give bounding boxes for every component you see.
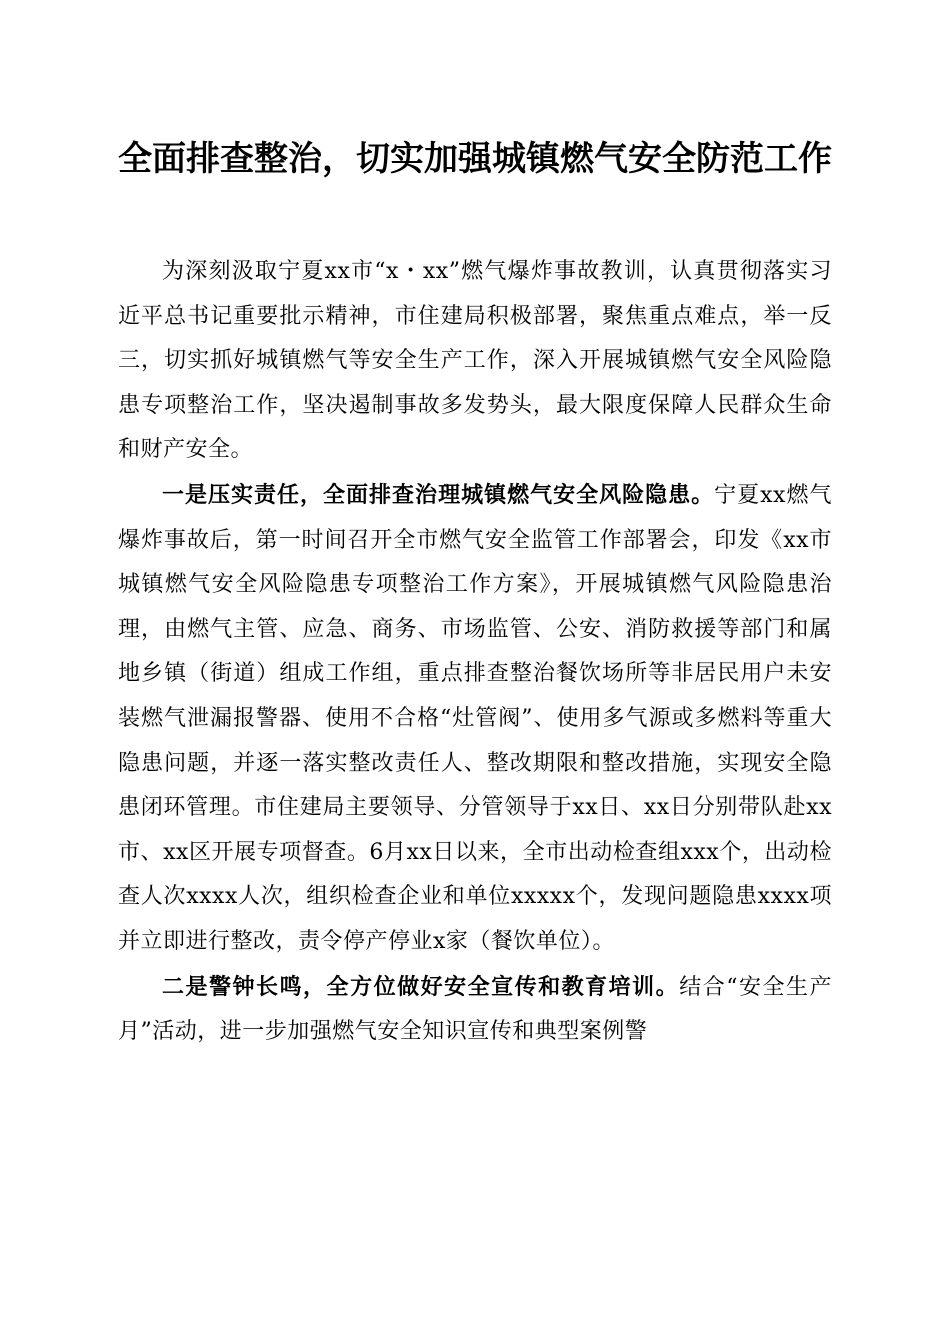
paragraph-intro <box>118 249 832 473</box>
document-title: 全面排查整治，切实加强城镇燃气安全防范工作 <box>118 139 832 179</box>
paragraph-text: 为深刻汲取宁夏xx市“x・xx”燃气爆炸事故教训，认真贯彻落实习近平总书记重要批示精神，市住建局积极部署，聚焦重点难点，举一反三，切实抓好城镇燃气等安全生产工作，深入开展城镇燃气安全风险隐患专项整治工作，坚决遏制事故多发势头，最大限度保障人民群众生命和财产安全。 <box>118 259 832 463</box>
paragraph-responsibility <box>118 473 832 965</box>
paragraph-lead: 一是压实责任，全面排查治理城镇燃气安全风险隐患。 <box>162 481 715 508</box>
document-body <box>118 249 832 1055</box>
paragraph-text: 结合“安全生产月”活动，进一步加强燃气安全知识宣传和典型案例警 <box>118 974 832 1045</box>
paragraph-text: 宁夏xx燃气爆炸事故后，第一时间召开全市燃气安全监管工作部署会，印发《xx市城镇燃气安全风险隐患专项整治工作方案》，开展城镇燃气风险隐患治理，由燃气主管、应急、商务、市场监管、公安、消防救援等部门和属地乡镇（街道）组成工作组，重点排查整治餐饮场所等非居民用户未安装燃气泄漏报警器、使用不合格“灶管阀”、使用多气源或多燃料等重大隐患问题，并逐一落实整改责任人、整改期限和整改措施，实现安全隐患闭环管理。市住建局主要领导、分管领导于xx日、xx日分别带队赴xx市、xx区开展专项督查。6月xx日以来，全市出动检查组xxx个，出动检查人次xxxx人次，组织检查企业和单位xxxxx个，发现问题隐患xxxx项并立即进行整改，责令停产停业x家（餐饮单位）。 <box>118 482 832 954</box>
paragraph-publicity <box>118 965 832 1055</box>
paragraph-lead: 二是警钟长鸣，全方位做好安全宣传和教育培训。 <box>162 973 680 1000</box>
